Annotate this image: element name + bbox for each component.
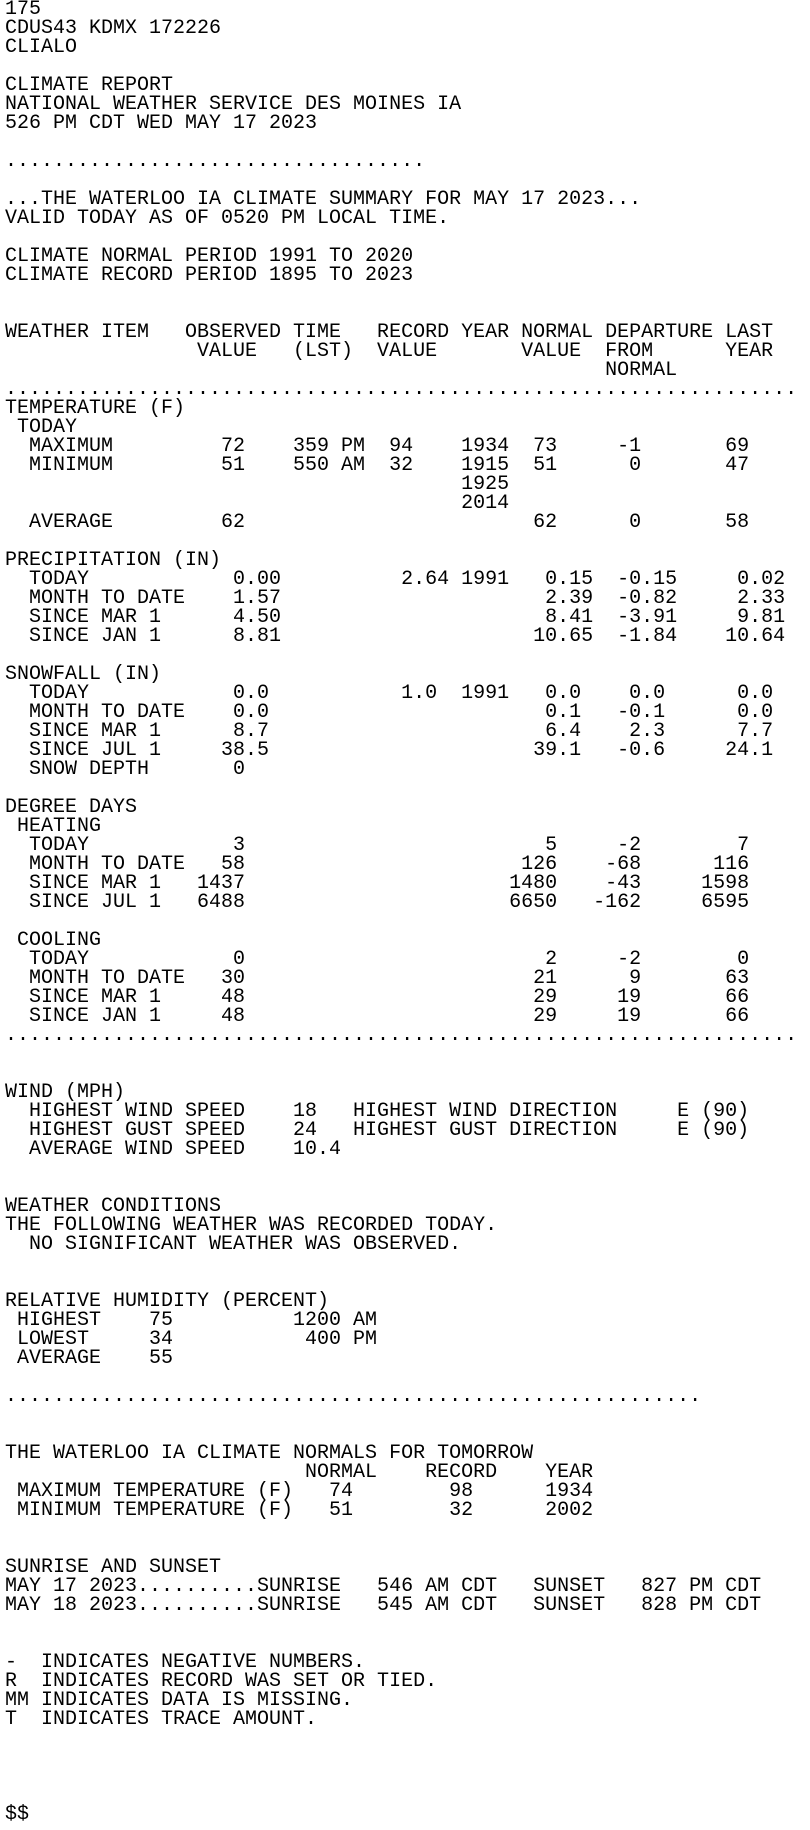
report-line: SINCE JAN 1 8.81 10.65 -1.84 10.64 bbox=[5, 625, 786, 648]
report-line: .......................................................... bbox=[5, 1385, 702, 1408]
report-line: CLIALO bbox=[5, 36, 78, 59]
report-line bbox=[5, 1406, 810, 1425]
report-line bbox=[5, 1520, 810, 1539]
report-line bbox=[5, 1064, 810, 1083]
report-line: SINCE MAR 1 1437 1480 -43 1598 bbox=[5, 872, 750, 895]
report-line: 2014 bbox=[5, 492, 510, 515]
report-line: MAXIMUM TEMPERATURE (F) 74 98 1934 bbox=[5, 1480, 594, 1503]
report-line: COOLING bbox=[5, 929, 102, 952]
report-line: MONTH TO DATE 0.0 0.1 -0.1 0.0 bbox=[5, 701, 774, 724]
report-line: 175 bbox=[5, 0, 42, 21]
report-line: CLIMATE RECORD PERIOD 1895 TO 2023 bbox=[5, 264, 414, 287]
report-line: SINCE MAR 1 4.50 8.41 -3.91 9.81 bbox=[5, 606, 786, 629]
report-line: THE WATERLOO IA CLIMATE NORMALS FOR TOMORROW bbox=[5, 1442, 534, 1465]
report-line: SINCE JUL 1 6488 6650 -162 6595 bbox=[5, 891, 750, 914]
report-line: HIGHEST GUST SPEED 24 HIGHEST GUST DIRECTION E (90) bbox=[5, 1119, 750, 1142]
report-line: CLIMATE NORMAL PERIOD 1991 TO 2020 bbox=[5, 245, 414, 268]
report-line: VALID TODAY AS OF 0520 PM LOCAL TIME. bbox=[5, 207, 450, 230]
report-line: TODAY 0 2 -2 0 bbox=[5, 948, 750, 971]
report-line: R INDICATES RECORD WAS SET OR TIED. bbox=[5, 1670, 438, 1693]
report-line: HIGHEST WIND SPEED 18 HIGHEST WIND DIRECTION E (90) bbox=[5, 1100, 750, 1123]
report-line: $$ bbox=[5, 1803, 30, 1824]
report-line: CLIMATE REPORT bbox=[5, 74, 174, 97]
report-line: SINCE JUL 1 38.5 39.1 -0.6 24.1 bbox=[5, 739, 774, 762]
report-line: SINCE MAR 1 48 29 19 66 bbox=[5, 986, 750, 1009]
report-line: MONTH TO DATE 58 126 -68 116 bbox=[5, 853, 750, 876]
report-line: TODAY 3 5 -2 7 bbox=[5, 834, 750, 857]
report-line: WEATHER CONDITIONS bbox=[5, 1195, 222, 1218]
report-line: SNOWFALL (IN) bbox=[5, 663, 162, 686]
report-line bbox=[5, 285, 810, 304]
report-line: TEMPERATURE (F) bbox=[5, 397, 186, 420]
report-line: HEATING bbox=[5, 815, 102, 838]
report-line: SUNRISE AND SUNSET bbox=[5, 1556, 222, 1579]
report-line: AVERAGE 62 62 0 58 bbox=[5, 511, 750, 534]
report-line: MINIMUM TEMPERATURE (F) 51 32 2002 bbox=[5, 1499, 594, 1522]
report-line: ................................... bbox=[5, 150, 426, 173]
report-line: NO SIGNIFICANT WEATHER WAS OBSERVED. bbox=[5, 1233, 462, 1256]
report-line: TODAY bbox=[5, 416, 78, 439]
report-line: VALUE (LST) VALUE VALUE FROM YEAR bbox=[5, 340, 774, 363]
report-line: SINCE MAR 1 8.7 6.4 2.3 7.7 bbox=[5, 720, 774, 743]
report-line: 1925 bbox=[5, 473, 510, 496]
report-line: - INDICATES NEGATIVE NUMBERS. bbox=[5, 1651, 366, 1674]
report-line bbox=[5, 1748, 810, 1767]
report-line: MONTH TO DATE 30 21 9 63 bbox=[5, 967, 750, 990]
report-line: RELATIVE HUMIDITY (PERCENT) bbox=[5, 1290, 330, 1313]
report-line: AVERAGE 55 bbox=[5, 1347, 174, 1370]
report-line: ...THE WATERLOO IA CLIMATE SUMMARY FOR MAY 17 2023... bbox=[5, 188, 642, 211]
report-line bbox=[5, 1045, 810, 1064]
report-line: AVERAGE WIND SPEED 10.4 bbox=[5, 1138, 342, 1161]
report-line: .................................................................. bbox=[5, 378, 798, 401]
report-line bbox=[5, 1615, 810, 1634]
report-line bbox=[5, 912, 810, 931]
report-line: SNOW DEPTH 0 bbox=[5, 758, 246, 781]
report-line bbox=[5, 1786, 810, 1805]
report-line: HIGHEST 75 1200 AM bbox=[5, 1309, 378, 1332]
report-line: NORMAL bbox=[5, 359, 678, 382]
report-line bbox=[5, 1159, 810, 1178]
report-line: WEATHER ITEM OBSERVED TIME RECORD YEAR NORMAL DEPARTURE LAST bbox=[5, 321, 774, 344]
report-line: MAY 18 2023..........SUNRISE 545 AM CDT SUNSET 828 PM CDT bbox=[5, 1594, 762, 1617]
report-line: 526 PM CDT WED MAY 17 2023 bbox=[5, 112, 318, 135]
report-line: TODAY 0.0 1.0 1991 0.0 0.0 0.0 bbox=[5, 682, 774, 705]
report-line: .................................................................. bbox=[5, 1024, 798, 1047]
report-line: WIND (MPH) bbox=[5, 1081, 126, 1104]
report-line: CDUS43 KDMX 172226 bbox=[5, 17, 222, 40]
report-line bbox=[5, 1254, 810, 1273]
report-line bbox=[5, 1729, 810, 1748]
report-line: MINIMUM 51 550 AM 32 1915 51 0 47 bbox=[5, 454, 750, 477]
report-line: NORMAL RECORD YEAR bbox=[5, 1461, 594, 1484]
report-line: MAXIMUM 72 359 PM 94 1934 73 -1 69 bbox=[5, 435, 750, 458]
report-line: MAY 17 2023..........SUNRISE 546 AM CDT SUNSET 827 PM CDT bbox=[5, 1575, 762, 1598]
report-line: MM INDICATES DATA IS MISSING. bbox=[5, 1689, 354, 1712]
report-line: DEGREE DAYS bbox=[5, 796, 138, 819]
report-line: T INDICATES TRACE AMOUNT. bbox=[5, 1708, 318, 1731]
report-line: TODAY 0.00 2.64 1991 0.15 -0.15 0.02 bbox=[5, 568, 786, 591]
report-line: NATIONAL WEATHER SERVICE DES MOINES IA bbox=[5, 93, 462, 116]
report-line: PRECIPITATION (IN) bbox=[5, 549, 222, 572]
report-line: LOWEST 34 400 PM bbox=[5, 1328, 378, 1351]
report-line: MONTH TO DATE 1.57 2.39 -0.82 2.33 bbox=[5, 587, 786, 610]
report-line: SINCE JAN 1 48 29 19 66 bbox=[5, 1005, 750, 1028]
report-line bbox=[5, 1767, 810, 1786]
report-line: THE FOLLOWING WEATHER WAS RECORDED TODAY. bbox=[5, 1214, 498, 1237]
